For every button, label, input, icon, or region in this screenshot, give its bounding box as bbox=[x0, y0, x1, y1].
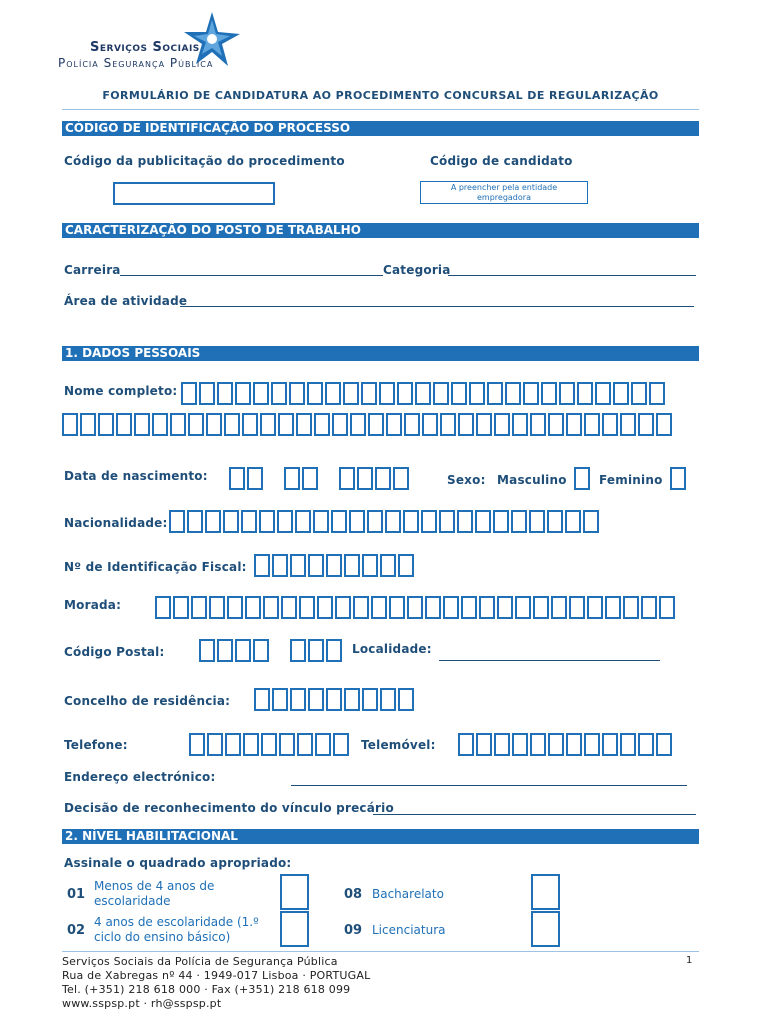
nif-label: Nº de Identificação Fiscal: bbox=[64, 560, 247, 574]
option-09-number: 09 bbox=[344, 923, 363, 938]
option-08-number: 08 bbox=[344, 887, 363, 902]
carreira-label: Carreira bbox=[64, 263, 121, 277]
carreira-input[interactable] bbox=[120, 275, 383, 276]
option-02-checkbox[interactable] bbox=[280, 911, 309, 947]
nacionalidade-label: Nacionalidade: bbox=[64, 516, 168, 530]
nome-boxes-row1[interactable] bbox=[181, 382, 667, 405]
option-01-number: 01 bbox=[67, 887, 86, 902]
localidade-label: Localidade: bbox=[352, 642, 432, 656]
option-09-text: Licenciatura bbox=[372, 923, 446, 937]
concelho-label: Concelho de residência: bbox=[64, 694, 231, 708]
option-01-checkbox[interactable] bbox=[280, 874, 309, 910]
email-input[interactable] bbox=[291, 785, 687, 786]
option-02-number: 02 bbox=[67, 923, 86, 938]
masculino-checkbox[interactable] bbox=[574, 467, 592, 490]
nome-label: Nome completo: bbox=[64, 384, 178, 398]
morada-label: Morada: bbox=[64, 598, 122, 612]
telefone-boxes[interactable] bbox=[189, 733, 351, 756]
option-08-checkbox[interactable] bbox=[531, 874, 560, 910]
title-underline bbox=[62, 109, 699, 110]
feminino-label: Feminino bbox=[599, 473, 663, 487]
nome-boxes-row2[interactable] bbox=[62, 413, 674, 436]
sexo-label: Sexo: bbox=[447, 473, 486, 487]
section-bar-codigo: CÓDIGO DE IDENTIFICAÇÃO DO PROCESSO bbox=[62, 121, 699, 136]
footer-divider bbox=[62, 951, 699, 952]
page-number: 1 bbox=[686, 955, 693, 966]
categoria-label: Categoria bbox=[383, 263, 451, 277]
nascimento-day-boxes[interactable] bbox=[229, 467, 265, 490]
feminino-checkbox[interactable] bbox=[670, 467, 688, 490]
masculino-label: Masculino bbox=[497, 473, 567, 487]
footer-org: Serviços Sociais da Polícia de Segurança Pública bbox=[62, 955, 338, 968]
option-01-text: Menos de 4 anos de escolaridade bbox=[94, 879, 215, 908]
section-bar-pessoais: 1. DADOS PESSOAIS bbox=[62, 346, 699, 361]
instruction-label: Assinale o quadrado apropriado: bbox=[64, 856, 292, 870]
footer-web: www.sspsp.pt · rh@sspsp.pt bbox=[62, 997, 222, 1010]
footer-phone: Tel. (+351) 218 618 000 · Fax (+351) 218 618 099 bbox=[62, 983, 351, 996]
codigo-postal-boxes-3[interactable] bbox=[290, 639, 344, 662]
footer-address: Rua de Xabregas nº 44 · 1949-017 Lisboa · PORTUGAL bbox=[62, 969, 371, 982]
nacionalidade-boxes[interactable] bbox=[169, 510, 601, 533]
morada-boxes[interactable] bbox=[155, 596, 677, 619]
org-subname: Polícia Segurança Pública bbox=[58, 56, 214, 70]
nascimento-year-boxes[interactable] bbox=[339, 467, 411, 490]
codigo-postal-boxes-4[interactable] bbox=[199, 639, 271, 662]
area-label: Área de atividade bbox=[64, 294, 188, 308]
section-bar-posto: CARACTERIZAÇÃO DO POSTO DE TRABALHO bbox=[62, 223, 699, 238]
nascimento-month-boxes[interactable] bbox=[284, 467, 320, 490]
form-title: FORMULÁRIO DE CANDIDATURA AO PROCEDIMENTO CONCURSAL DE REGULARIZAÇÃO bbox=[102, 89, 659, 102]
org-name: Serviços Sociais bbox=[90, 40, 200, 55]
telemovel-boxes[interactable] bbox=[458, 733, 674, 756]
candidate-code-label: Código de candidato bbox=[430, 154, 573, 168]
categoria-input[interactable] bbox=[448, 275, 696, 276]
option-09-checkbox[interactable] bbox=[531, 911, 560, 947]
nif-boxes[interactable] bbox=[254, 554, 416, 577]
concelho-boxes[interactable] bbox=[254, 688, 416, 711]
codigo-postal-label: Código Postal: bbox=[64, 645, 165, 659]
section-bar-habilitacional: 2. NÍVEL HABILITACIONAL bbox=[62, 829, 699, 844]
pub-code-label: Código da publicitação do procedimento bbox=[64, 154, 345, 168]
nascimento-label: Data de nascimento: bbox=[64, 469, 208, 483]
pub-code-input[interactable] bbox=[113, 182, 275, 205]
area-input[interactable] bbox=[180, 306, 694, 307]
telefone-label: Telefone: bbox=[64, 738, 128, 752]
option-02-text: 4 anos de escolaridade (1.º ciclo do ensino básico) bbox=[94, 915, 259, 944]
decisao-label: Decisão de reconhecimento do vínculo precário bbox=[64, 801, 394, 815]
candidate-code-box bbox=[420, 181, 588, 204]
email-label: Endereço electrónico: bbox=[64, 770, 216, 784]
telemovel-label: Telemóvel: bbox=[361, 738, 436, 752]
option-08-text: Bacharelato bbox=[372, 887, 444, 901]
candidate-code-note: A preencher pela entidade empregadora bbox=[450, 183, 558, 202]
localidade-input[interactable] bbox=[439, 660, 660, 661]
decisao-input[interactable] bbox=[373, 814, 696, 815]
